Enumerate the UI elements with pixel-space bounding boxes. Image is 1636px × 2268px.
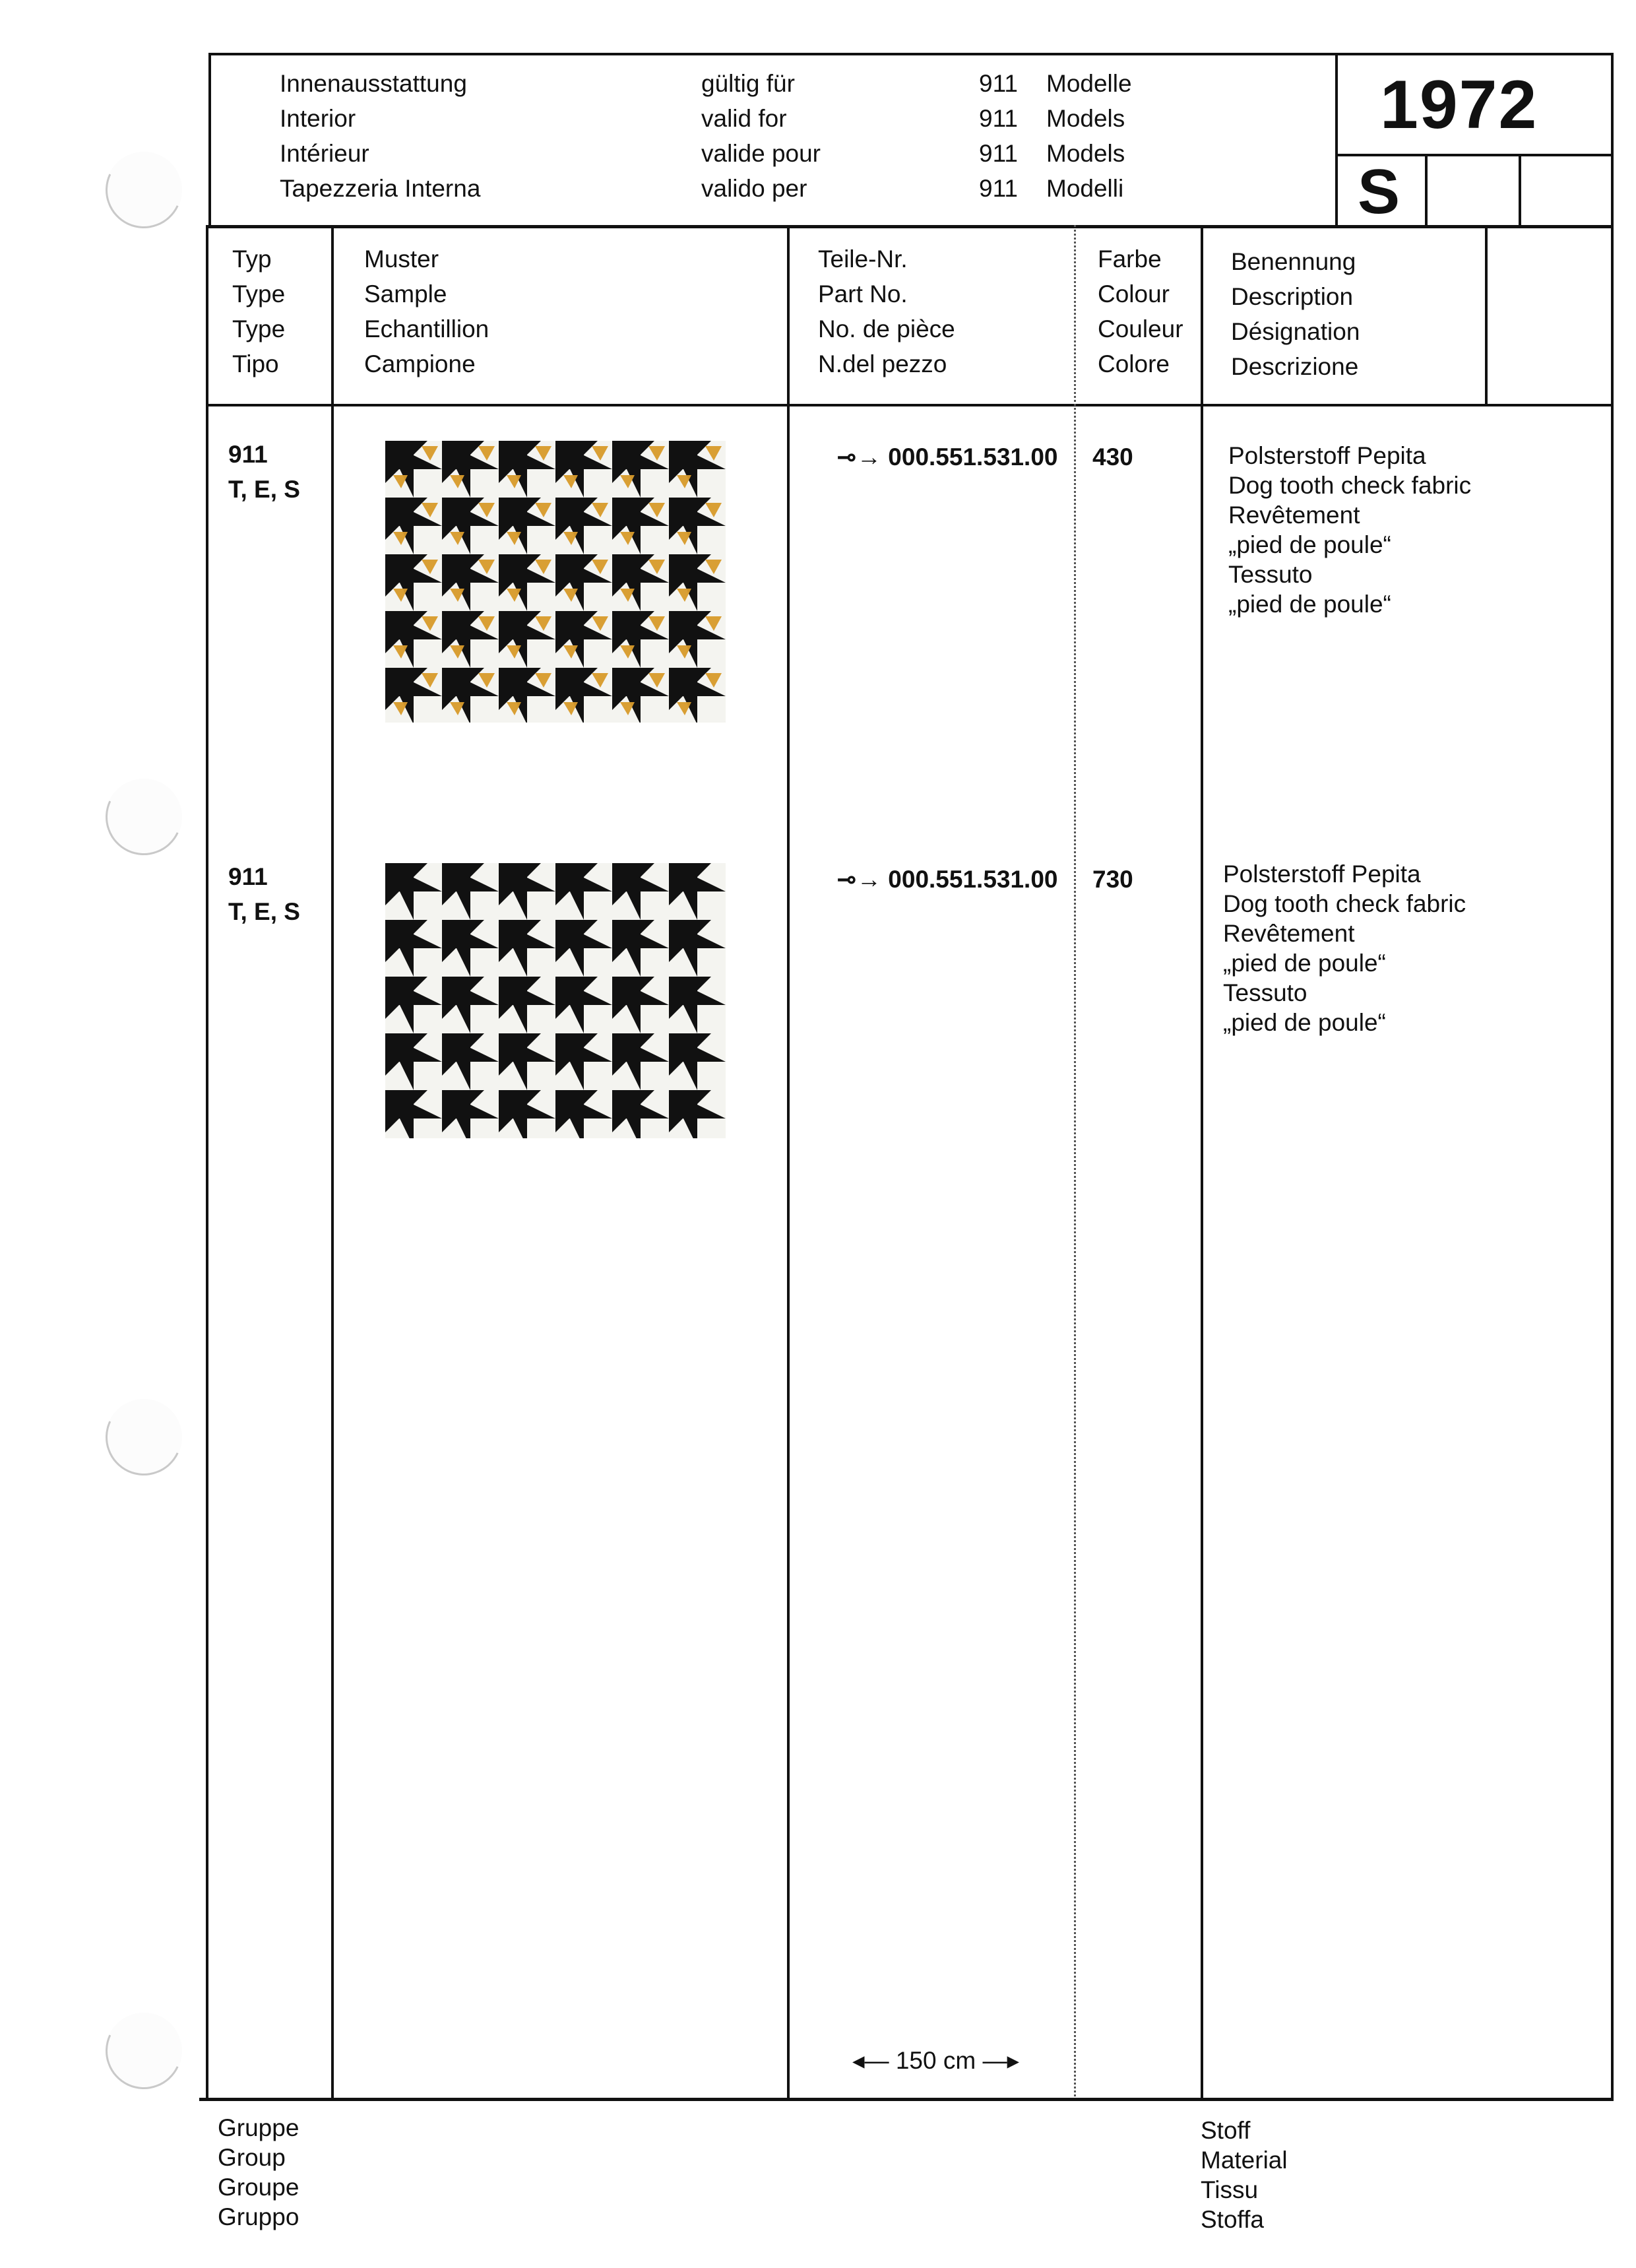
description-line: Dog tooth check fabric [1223, 890, 1466, 917]
arrow-right-icon: —▸ [976, 2047, 1020, 2074]
key-arrow-icon: ⊸→ [836, 866, 889, 893]
type-variants: T, E, S [228, 898, 300, 925]
column-header-label: Type [232, 280, 286, 308]
column-header-label: Sample [364, 280, 447, 308]
fabric-swatch-730 [385, 863, 726, 1138]
binder-hole [95, 1388, 193, 1487]
valid-for-label: valide pour [701, 140, 821, 167]
description-line: Tessuto [1223, 979, 1307, 1006]
houndstooth-pattern [385, 863, 726, 1138]
column-header-label: Part No. [818, 280, 908, 308]
model-label: Modelle [1046, 70, 1132, 97]
column-header-label: Typ [232, 245, 272, 273]
row-type [228, 859, 300, 929]
column-header-label: Farbe [1098, 245, 1162, 273]
column-header-label: Muster [364, 245, 439, 273]
description-line: Tessuto [1228, 561, 1313, 588]
model-number: 911 [979, 105, 1018, 132]
footer-group-labels [218, 2113, 299, 2232]
model-number: 911 [979, 140, 1018, 167]
material-label: Stoffa [1201, 2206, 1265, 2233]
model-label: Models [1046, 105, 1125, 132]
row-type [228, 437, 300, 507]
width-note [852, 2043, 1019, 2078]
material-label: Stoff [1201, 2117, 1251, 2144]
category-label: Tapezzeria Interna [280, 175, 481, 202]
width-value: 150 cm [895, 2047, 976, 2074]
row-colour-code: 730 [1092, 866, 1133, 893]
category-label: Innenausstattung [280, 70, 467, 97]
model-labels [1046, 66, 1132, 206]
year-label: 1972 [1380, 67, 1538, 143]
column-header-colour [1098, 242, 1183, 381]
description-line: „pied de poule“ [1223, 1009, 1386, 1036]
series-label: S [1358, 156, 1400, 227]
binder-hole [95, 2002, 193, 2100]
description-line: „pied de poule“ [1228, 591, 1391, 618]
description-line: „pied de poule“ [1223, 950, 1386, 977]
part-number: 000.551.531.00 [888, 443, 1058, 470]
row-description [1223, 859, 1466, 1037]
column-header-part-no [818, 242, 955, 381]
description-line: Revêtement [1228, 502, 1360, 529]
category-labels [280, 66, 480, 206]
valid-for-label: valid for [701, 105, 787, 132]
column-header-label: Descrizione [1231, 353, 1359, 380]
type-variants: T, E, S [228, 476, 300, 503]
model-label: Modelli [1046, 175, 1124, 202]
description-line: Dog tooth check fabric [1228, 472, 1472, 499]
model-label: Models [1046, 140, 1125, 167]
column-header-label: Type [232, 315, 286, 342]
houndstooth-pattern [385, 441, 726, 723]
part-number: 000.551.531.00 [888, 866, 1058, 893]
column-header-type [232, 242, 285, 381]
key-arrow-icon: ⊸→ [836, 443, 889, 470]
column-header-label: Teile-Nr. [818, 245, 908, 273]
type-model: 911 [228, 863, 268, 890]
column-header-label: Echantillion [364, 315, 489, 342]
description-line: Polsterstoff Pepita [1228, 442, 1426, 469]
group-label: Groupe [218, 2174, 299, 2201]
description-line: Revêtement [1223, 920, 1355, 947]
category-label: Intérieur [280, 140, 369, 167]
group-label: Gruppo [218, 2203, 299, 2230]
description-line: „pied de poule“ [1228, 531, 1391, 558]
category-label: Interior [280, 105, 356, 132]
valid-for-label: gültig für [701, 70, 795, 97]
column-header-label: Colour [1098, 280, 1170, 308]
group-label: Group [218, 2144, 286, 2171]
column-header-label: Désignation [1231, 318, 1360, 345]
model-number: 911 [979, 70, 1018, 97]
column-header-label: Colore [1098, 350, 1170, 377]
column-header-label: Benennung [1231, 248, 1356, 275]
valid-for-label: valido per [701, 175, 807, 202]
column-header-label: N.del pezzo [818, 350, 947, 377]
column-header-label: No. de pièce [818, 315, 955, 342]
column-header-label: Campione [364, 350, 476, 377]
arrow-left-icon: ◂— [852, 2047, 896, 2074]
material-label: Material [1201, 2147, 1288, 2174]
footer-material-labels [1201, 2116, 1288, 2234]
description-line: Polsterstoff Pepita [1223, 860, 1421, 888]
fabric-swatch-430 [385, 441, 726, 723]
row-colour-code: 430 [1092, 443, 1133, 470]
column-header-label: Description [1231, 283, 1354, 310]
row-part-no [836, 439, 1058, 474]
column-header-description [1231, 244, 1360, 384]
model-numbers [979, 66, 1018, 206]
binder-hole [95, 141, 193, 240]
column-header-label: Couleur [1098, 315, 1183, 342]
row-description [1228, 441, 1471, 619]
binder-hole [95, 768, 193, 866]
column-header-sample [364, 242, 489, 381]
type-model: 911 [228, 441, 268, 468]
column-header-label: Tipo [232, 350, 279, 377]
row-part-no [836, 862, 1058, 897]
model-number: 911 [979, 175, 1018, 202]
group-label: Gruppe [218, 2114, 299, 2141]
valid-for-labels [701, 66, 821, 206]
material-label: Tissu [1201, 2176, 1259, 2203]
